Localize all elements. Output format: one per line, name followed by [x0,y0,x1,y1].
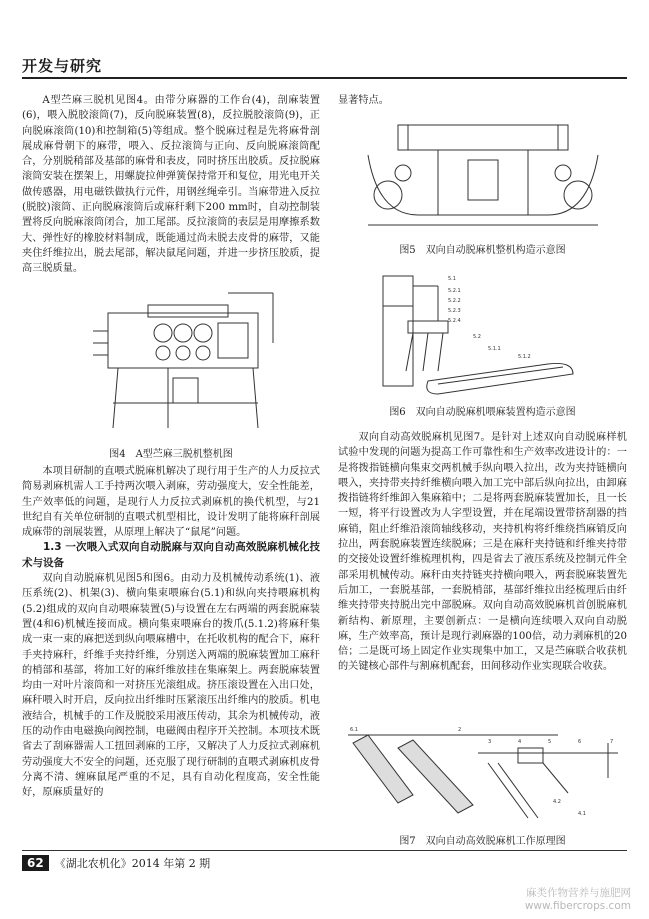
fig6-label-5-1-1: 5.1.1 [488,346,501,352]
paragraph-bidirectional-machine: 双向自动脱麻机见图5和图6。由动力及机械传动系统(1)、液压系统(2)、机架(3)、横向集束喂麻台(5.1)和纵向夹持喂麻机构(5.2)组成的双向自动喂麻装置(5)与设置在左右两端的两套脱麻装置(4和6)机械连接而成。横向集束喂麻台的拨爪(5.1.2)将麻秆集成一束一束的麻把送到纵向喂麻槽中，在托收机构的配合下，麻秆手夹持麻秆，纤维手夹持纤维，分别送入两端的脱麻装置加工麻秆的梢部和基部，将加工好的麻纤维放挂在集麻架上。两套脱麻装置均由一对叶片滚筒和一对挤压光滚组成。挤压滚设置在入出口处，麻秆喂入时开启，反向拉出纤维时压紧滚压出纤维内的胶质。机电液结合，机械手的工作及脱胶采用液压传动，其余为机械传动，液压的动作由电磁换向阀控制，电磁阀由程序开关控制。本项技术既省去了刮麻器需人工扭回剥麻的工序，又解决了人力反拉式剥麻机劳动强度大不安全的问题，还克服了现行研制的直喂式剥麻机皮骨分离不清、缠麻鼠尾严重的不足，具有自动化程度高，安全性能好，原麻质量好的 [22,573,320,799]
fig6-label-5-1: 5.1 [448,276,456,282]
figure-4-caption: 图4 A型苎麻三脱机整机图 [109,449,233,460]
figure-6-drawing [368,266,583,396]
fig6-label-5-1-2: 5.1.2 [518,354,531,360]
fig7-label-2: 2 [458,727,462,733]
fig6-label-5-2-4: 5.2.4 [448,318,461,324]
fig7-label-4: 4 [518,739,522,745]
fig7-label-4-2: 4.2 [553,799,561,805]
header-rule [22,77,627,79]
fig6-label-5-2-1: 5.2.1 [448,288,461,294]
figure-4 [88,283,288,433]
figure-5-drawing [348,115,618,235]
fig7-label-4-1: 4.1 [578,811,586,817]
page-footer [22,855,210,871]
paragraph-fig4-description: A型苎麻三脱机见图4。由带分麻器的工作台(4)，剖麻装置(6)，喂入脱胶滚筒(7)，反向脱麻装置(8)，反拉脱胶滚筒(9)，正向脱麻滚筒(10)和控制箱(5)等组成。整个脱麻过程是先将麻骨剖展成麻骨朝下的麻带，喂入、反拉滚筒与正向、反向脱麻滚筒配合，分别脱稍部及基部的麻骨和表皮，同时挤压出胶质。反拉脱麻滚筒安装在摆架上，用螺旋拉伸弹簧保持常开和复位，用光电开关做传感器，用电磁铁做执行元件，用钢丝绳牵引。当麻带进入反拉(脱胶)滚筒、正向脱麻滚筒后或麻秆剩下200 mm时，自动控制装置将反向脱麻滚筒闭合，加工尾部。反拉滚筒的表层是用摩擦系数大、弹性好的橡胶材料制成，既能通过尚未脱去皮骨的麻带，又能夹住纤维拉出，脱去尾部，解决鼠尾问题，并进一步挤压胶质，提高三脱质量。 [22,95,320,275]
fig6-label-5-2-2: 5.2.2 [448,298,461,304]
fig6-label-5-2: 5.2 [473,334,481,340]
watermark-line-2: www.fibercrops.com [524,900,631,912]
figure-5 [348,115,618,235]
left-column-top [22,93,320,277]
fig7-label-3: 3 [488,739,492,745]
fig7-label-5: 5 [548,739,552,745]
paragraph-project-summary: 本项目研制的直喂式脱麻机解决了现行用于生产的人力反拉式简易剥麻机需人工手持两次喂入剥麻，劳动强度大，安全性能差，生产效率低的问题，是现行人力反拉式剥麻机的换代机型，与21世纪自有关单位研制的直喂式机型相比，设计发明了能将麻秆剖展成麻带的剖展装置，从原理上解决了“鼠尾”问题。 [22,466,320,539]
fig7-label-6: 6 [578,739,582,745]
figure-7-drawing [338,723,627,823]
figure-6-caption: 图6 双向自动脱麻机喂麻装置构造示意图 [389,407,576,418]
figure-7 [338,723,627,823]
section-heading-1-3: 1.3 一次喂入式双向自动脱麻与双向自动高效脱麻机械化技术与设备 [22,541,320,569]
figure-6 [368,266,583,396]
fig7-label-6-1: 6.1 [350,727,358,733]
footer-rule [22,850,627,851]
figure-5-caption: 图5 双向自动脱麻机整机构造示意图 [399,245,566,256]
fig7-label-7: 7 [610,739,614,745]
figure-4-drawing [88,283,288,433]
right-column-top [338,93,627,108]
fig6-label-5-2-3: 5.2.3 [448,308,461,314]
figure-7-caption: 图7 双向自动高效脱麻机工作原理图 [399,836,566,847]
watermark [525,887,631,913]
page-number: 62 [22,855,49,871]
left-column-bottom [22,464,320,801]
journal-name: 《湖北农机化》2014 年第 2 期 [54,857,211,870]
right-column-bottom [338,430,627,675]
watermark-line-1: 麻类作物营养与施肥网 [526,887,631,899]
page-header: 开发与研究 [22,57,103,75]
paragraph-high-efficiency-machine: 双向自动高效脱麻机见图7。是针对上述双向自动脱麻样机试验中发现的问题为提高工作可靠性和生产效率改进设计的：一是将拨指链横向集束交两机械手纵向喂入拉出，改为夹持链横向喂入，夹持带夹持纤维横向喂入加工完中部后纵向拉出，由卸麻拨指链将纤维卸入集麻箱中；二是将两套脱麻装置加长，且一长一短，将平行设置改为人字型设置，并在尾端设置带挤刮器的挡麻销，阻止纤维沿滚筒轴线移动，夹持机构将纤维绕挡麻销反向拉出，两套脱麻装置连续脱麻；三是在麻秆夹持链和纤维夹持带的交接处设置纤维梳理机构，四是省去了液压系统及控制元件全部采用机械传动。麻秆由夹持链夹持横向喂入，两套脱麻装置先后加工，一套脱基部，一套脱梢部，基部纤维拉出经梳理后由纤维夹持带夹持脱出完中部脱麻。双向自动高效脱麻机首创脱麻机新结构、新原理，主要创新点：一是横向连续喂入双向自动脱麻，生产效率高，预计是现行剥麻器的100倍，动力剥麻机的20倍；二是既可场上固定作业实现集中加工，又是苎麻联合收获机的关键核心部件与割麻机配套，田间移动作业实现联合收获。 [338,432,627,673]
paragraph-continuation: 显著特点。 [338,95,389,106]
